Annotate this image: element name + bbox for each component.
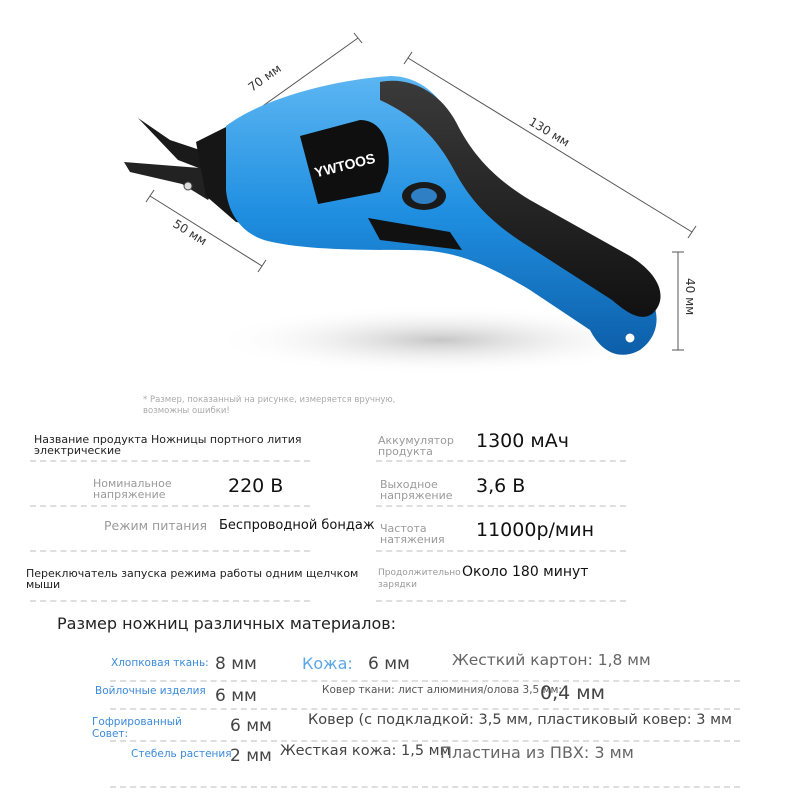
- material-cotton-label: Хлопковая ткань:: [111, 657, 209, 669]
- material-carpet: Ковер (с подкладкой: 3,5 мм, пластиковый ковер: 3 мм: [308, 712, 732, 728]
- spec-output-voltage-value: 3,6 В: [476, 475, 526, 497]
- materials-heading: Размер ножниц различных материалов:: [57, 614, 397, 633]
- dim-top-label: 70 мм: [245, 61, 284, 95]
- material-carpet-foil: Ковер ткани: лист алюминия/олова 3,5 мм:: [322, 684, 562, 696]
- divider: [376, 460, 626, 462]
- material-corrugated-value: 6 мм: [230, 716, 272, 736]
- material-felt-value: 6 мм: [215, 686, 257, 706]
- material-cardboard: Жесткий картон: 1,8 мм: [452, 651, 651, 669]
- material-hard-leather: Жесткая кожа: 1,5 мм: [280, 743, 451, 759]
- spec-power-mode-label: Режим питания: [104, 518, 208, 533]
- spec-battery-label: Аккумулятор продукта: [378, 434, 454, 458]
- material-stem-label: Стебель растения: [131, 748, 232, 760]
- material-leather-label: Кожа:: [302, 654, 353, 673]
- measurement-note: * Размер, показанный на рисунке, измеряется вручную, возможны ошибки!: [143, 395, 396, 416]
- dim-blade-label: 50 мм: [170, 216, 210, 249]
- divider: [30, 460, 310, 462]
- divider: [110, 708, 740, 710]
- divider: [30, 550, 310, 552]
- material-leather-value: 6 мм: [368, 654, 410, 674]
- divider: [376, 600, 626, 602]
- spec-rated-voltage-value: 220 В: [228, 475, 284, 497]
- spec-rated-voltage-label: Номинальное напряжение: [93, 477, 172, 501]
- material-corrugated-label: Гофрированный Совет:: [92, 716, 182, 740]
- dim-length-label: 130 мм: [526, 114, 573, 150]
- spec-battery-value: 1300 мАч: [476, 430, 569, 452]
- spec-frequency-label: Частота натяжения: [380, 522, 445, 546]
- divider: [110, 740, 740, 742]
- divider: [30, 600, 310, 602]
- dim-height-label: 40 мм: [683, 278, 697, 316]
- spec-charge-label: Продолжительно зарядки: [378, 568, 461, 590]
- material-felt-label: Войлочные изделия: [95, 685, 206, 697]
- material-stem-value: 2 мм: [230, 746, 272, 766]
- spec-switch-label: Переключатель запуска режима работы одним щелчком мыши: [26, 567, 359, 591]
- divider: [110, 786, 740, 788]
- material-cotton-value: 8 мм: [215, 654, 257, 674]
- divider: [110, 680, 740, 682]
- blade-screw: [184, 182, 192, 190]
- brand-logo: YWTOOS: [312, 149, 377, 181]
- divider: [376, 550, 626, 552]
- spec-output-voltage-label: Выходное напряжение: [380, 478, 453, 502]
- spec-power-mode-value: Беспроводной бондаж: [219, 518, 375, 533]
- divider: [376, 505, 626, 507]
- spec-charge-value: Около 180 минут: [462, 564, 589, 580]
- material-carpet-foil-value: 0,4 мм: [540, 682, 605, 704]
- spec-frequency-value: 11000р/мин: [476, 519, 595, 541]
- material-pvc: Пластина из ПВХ: 3 мм: [440, 743, 634, 762]
- spec-name-label: Название продукта Ножницы портного лития электрические: [34, 433, 302, 457]
- divider: [30, 505, 310, 507]
- hanging-hole: [625, 333, 635, 343]
